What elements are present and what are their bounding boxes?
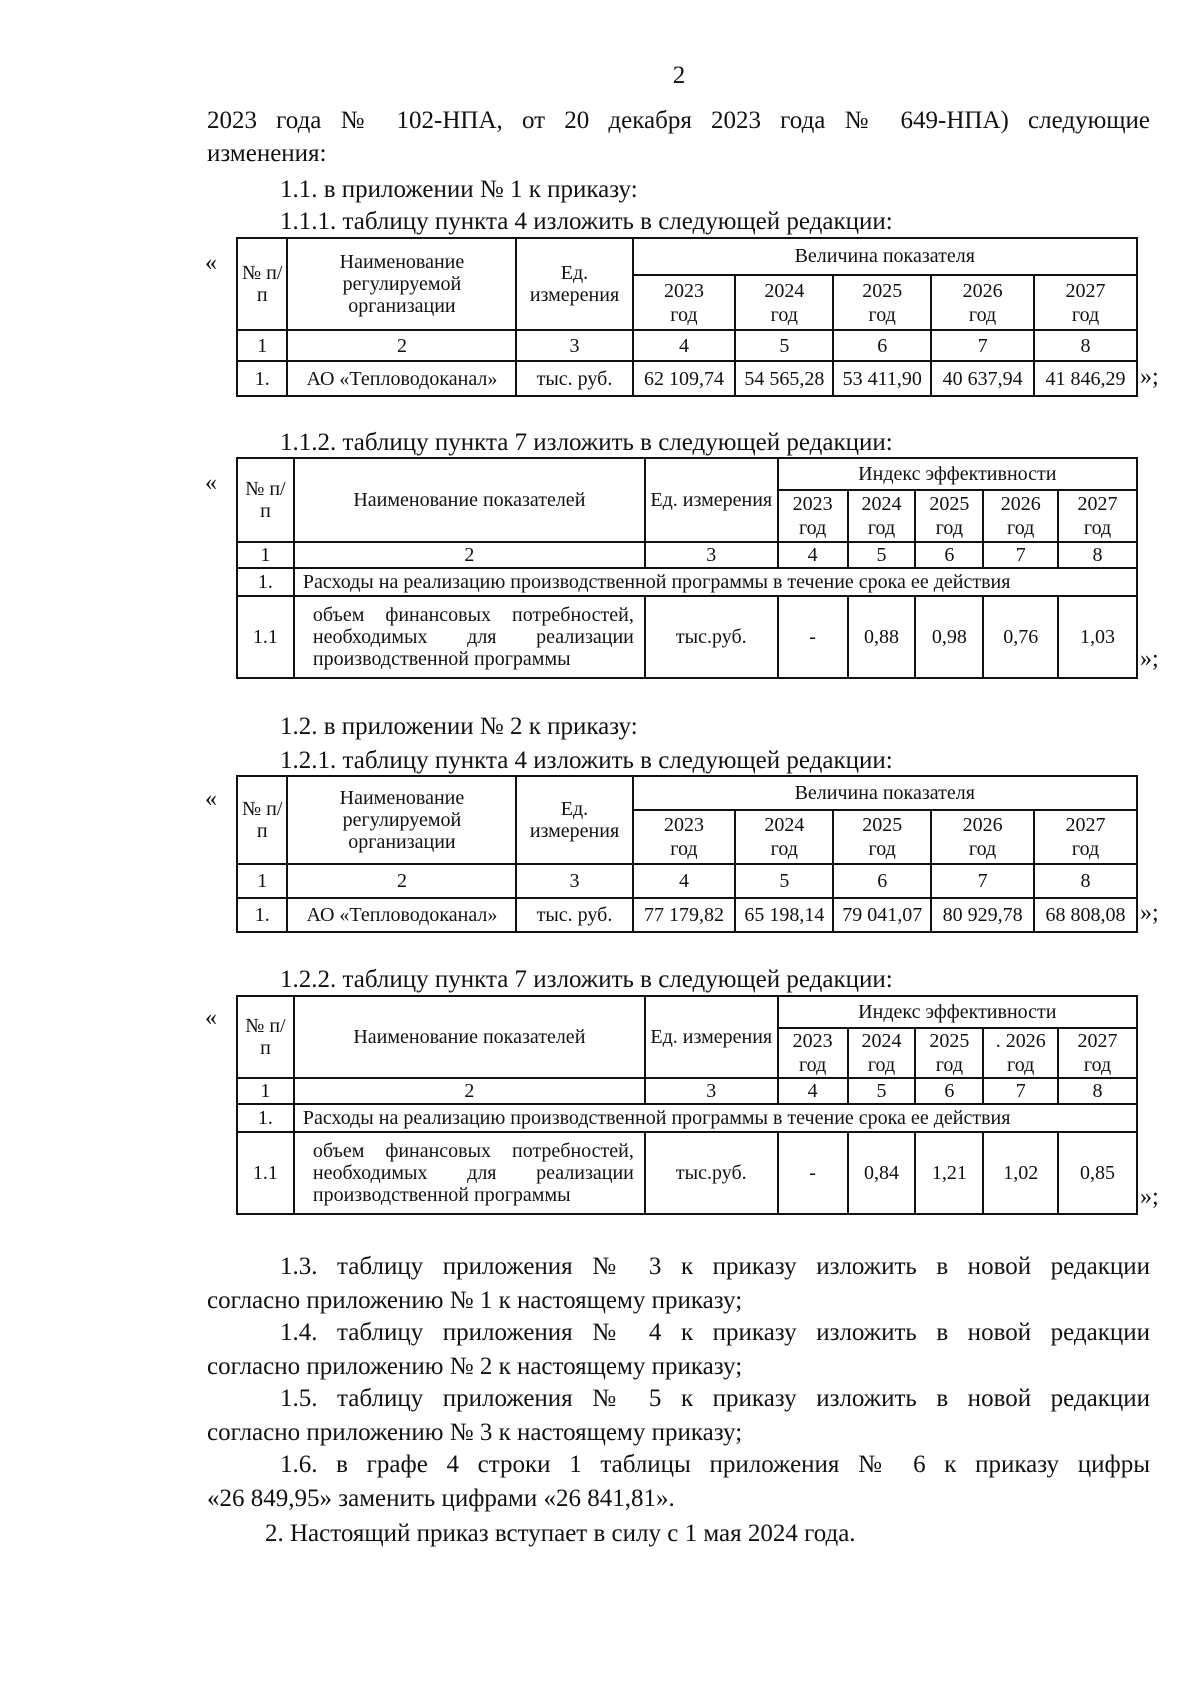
value-cell: 65 198,14 <box>735 898 833 932</box>
header-year: 2027 год <box>1034 810 1137 864</box>
index-cell: 4 <box>778 1078 848 1104</box>
value-cell: 0,76 <box>983 596 1058 678</box>
index-cell: 2 <box>294 542 645 568</box>
header-year: 2024 год <box>848 1028 916 1078</box>
index-cell: 5 <box>735 864 833 898</box>
header-year: 2025 год <box>915 490 983 542</box>
header-num: № п/п <box>237 996 294 1078</box>
header-year: 2027 год <box>1058 490 1137 542</box>
index-cell: 5 <box>848 542 916 568</box>
heading-1-2: 1.2. в приложении № 2 к приказу: <box>280 713 638 740</box>
value-cell: 1,03 <box>1058 596 1137 678</box>
quote-close: »; <box>1140 900 1159 926</box>
heading-1-1-1: 1.1.1. таблицу пункта 4 изложить в следующей редакции: <box>280 208 893 235</box>
value-cell: 40 637,94 <box>931 361 1034 396</box>
heading-1-1-2: 1.1.2. таблицу пункта 7 изложить в следующей редакции: <box>280 429 893 456</box>
index-cell: 3 <box>516 864 632 898</box>
row-num: 1. <box>237 361 287 396</box>
org-name: АО «Тепловодоканал» <box>287 361 516 396</box>
value-cell: 1,21 <box>915 1132 983 1214</box>
header-group: Величина показателя <box>633 776 1138 810</box>
item-name: объем финансовых потребностей, необходимых для реализации производственной программы <box>294 596 645 678</box>
heading-1-2-2: 1.2.2. таблицу пункта 7 изложить в следующей редакции: <box>280 966 893 993</box>
efficiency-table-1 <box>236 457 1138 679</box>
heading-1-2-1: 1.2.1. таблицу пункта 4 изложить в следующей редакции: <box>280 747 893 774</box>
index-cell: 7 <box>931 864 1034 898</box>
header-year: 2027 год <box>1058 1028 1137 1078</box>
header-unit: Ед. измерения <box>645 996 778 1078</box>
index-cell: 6 <box>833 330 931 361</box>
quote-close: »; <box>1140 1184 1159 1210</box>
header-year: . 2026 год <box>983 1028 1058 1078</box>
index-cell: 8 <box>1034 330 1137 361</box>
index-cell: 7 <box>983 1078 1058 1104</box>
item-num: 1.1 <box>237 596 294 678</box>
intro-line-1: 2023 года № 102-НПА, от 20 декабря 2023 года № 649-НПА) следующие <box>207 107 1150 134</box>
efficiency-table-2 <box>236 995 1138 1215</box>
paragraph-1-3: 1.3. таблицу приложения № 3 к приказу изложить в новой редакции согласно приложению № 1 к настоящему приказу; <box>207 1253 1150 1314</box>
index-cell: 6 <box>915 1078 983 1104</box>
header-year: 2024 год <box>735 275 833 330</box>
header-year: 2026 год <box>931 810 1034 864</box>
intro-line-2: изменения: <box>207 140 327 167</box>
item-unit: тыс.руб. <box>645 1132 778 1214</box>
header-year: 2026 год <box>983 490 1058 542</box>
row-num: 1. <box>237 898 287 932</box>
header-year: 2026 год <box>931 275 1034 330</box>
index-cell: 3 <box>645 542 778 568</box>
header-year: 2023 год <box>633 810 736 864</box>
header-unit: Ед. измерения <box>516 238 632 330</box>
index-cell: 3 <box>516 330 632 361</box>
unit: тыс. руб. <box>516 361 632 396</box>
index-cell: 1 <box>237 1078 294 1104</box>
page-number: 2 <box>672 62 686 89</box>
header-year: 2025 год <box>833 275 931 330</box>
value-cell: 54 565,28 <box>735 361 833 396</box>
value-cell: 1,02 <box>983 1132 1058 1214</box>
value-cell: 53 411,90 <box>833 361 931 396</box>
value-cell: 77 179,82 <box>633 898 736 932</box>
value-cell: 79 041,07 <box>833 898 931 932</box>
header-group: Индекс эффективности <box>778 996 1137 1028</box>
header-year: 2024 год <box>735 810 833 864</box>
value-cell: 0,98 <box>915 596 983 678</box>
header-num: № п/п <box>237 776 287 864</box>
header-unit: Ед. измерения <box>645 458 778 542</box>
quote-close: »; <box>1140 646 1159 672</box>
index-cell: 2 <box>287 864 516 898</box>
header-name: Наименование показателей <box>294 458 645 542</box>
header-org: Наименование регулируемой организации <box>287 776 516 864</box>
value-cell: 80 929,78 <box>931 898 1034 932</box>
heading-1-1: 1.1. в приложении № 1 к приказу: <box>280 176 638 203</box>
header-year: 2023 год <box>633 275 736 330</box>
paragraph-2: 2. Настоящий приказ вступает в силу с 1 мая 2024 года. <box>265 1520 856 1547</box>
index-cell: 6 <box>915 542 983 568</box>
index-cell: 8 <box>1058 542 1137 568</box>
header-name: Наименование показателей <box>294 996 645 1078</box>
section-title: Расходы на реализацию производственной программы в течение срока ее действия <box>294 568 1137 596</box>
header-year: 2024 год <box>848 490 916 542</box>
quote-open: « <box>205 470 217 496</box>
quote-open: « <box>205 786 217 812</box>
header-year: 2025 год <box>915 1028 983 1078</box>
item-unit: тыс.руб. <box>645 596 778 678</box>
header-year: 2023 год <box>778 1028 848 1078</box>
value-cell: - <box>778 1132 848 1214</box>
index-cell: 5 <box>735 330 833 361</box>
section-num: 1. <box>237 568 294 596</box>
index-cell: 4 <box>778 542 848 568</box>
index-cell: 5 <box>848 1078 916 1104</box>
quote-open: « <box>205 1005 217 1031</box>
quote-close: »; <box>1140 364 1159 390</box>
quote-open: « <box>205 250 217 276</box>
header-year: 2027 год <box>1034 275 1137 330</box>
section-title: Расходы на реализацию производственной программы в течение срока ее действия <box>294 1104 1137 1132</box>
paragraph-1-5: 1.5. таблицу приложения № 5 к приказу изложить в новой редакции согласно приложению № 3 к настоящему приказу; <box>207 1385 1150 1446</box>
header-num: № п/п <box>237 458 294 542</box>
index-cell: 1 <box>237 864 287 898</box>
header-unit: Ед. измерения <box>516 776 632 864</box>
index-cell: 8 <box>1058 1078 1137 1104</box>
paragraph-1-4: 1.4. таблицу приложения № 4 к приказу изложить в новой редакции согласно приложению № 2 к настоящему приказу; <box>207 1319 1150 1380</box>
value-cell: 0,88 <box>848 596 916 678</box>
indicator-table-2 <box>236 775 1138 933</box>
value-cell: 68 808,08 <box>1034 898 1137 932</box>
header-year: 2023 год <box>778 490 848 542</box>
header-group: Индекс эффективности <box>778 458 1137 490</box>
section-num: 1. <box>237 1104 294 1132</box>
value-cell: 62 109,74 <box>633 361 736 396</box>
header-num: № п/п <box>237 238 287 330</box>
indicator-table-1 <box>236 237 1138 397</box>
index-cell: 8 <box>1034 864 1137 898</box>
index-cell: 2 <box>287 330 516 361</box>
value-cell: - <box>778 596 848 678</box>
header-year: 2025 год <box>833 810 931 864</box>
index-cell: 7 <box>983 542 1058 568</box>
paragraph-1-6: 1.6. в графе 4 строки 1 таблицы приложения № 6 к приказу цифры «26 849,95» заменить цифрами «26 841,81». <box>207 1451 1150 1512</box>
index-cell: 7 <box>931 330 1034 361</box>
header-org: Наименование регулируемой организации <box>287 238 516 330</box>
item-num: 1.1 <box>237 1132 294 1214</box>
index-cell: 4 <box>633 864 736 898</box>
unit: тыс. руб. <box>516 898 632 932</box>
index-cell: 3 <box>645 1078 778 1104</box>
value-cell: 0,85 <box>1058 1132 1137 1214</box>
header-group: Величина показателя <box>633 238 1138 275</box>
index-cell: 6 <box>833 864 931 898</box>
index-cell: 1 <box>237 542 294 568</box>
value-cell: 0,84 <box>848 1132 916 1214</box>
index-cell: 1 <box>237 330 287 361</box>
org-name: АО «Тепловодоканал» <box>287 898 516 932</box>
value-cell: 41 846,29 <box>1034 361 1137 396</box>
item-name: объем финансовых потребностей, необходимых для реализации производственной программы <box>294 1132 645 1214</box>
index-cell: 4 <box>633 330 736 361</box>
index-cell: 2 <box>294 1078 645 1104</box>
